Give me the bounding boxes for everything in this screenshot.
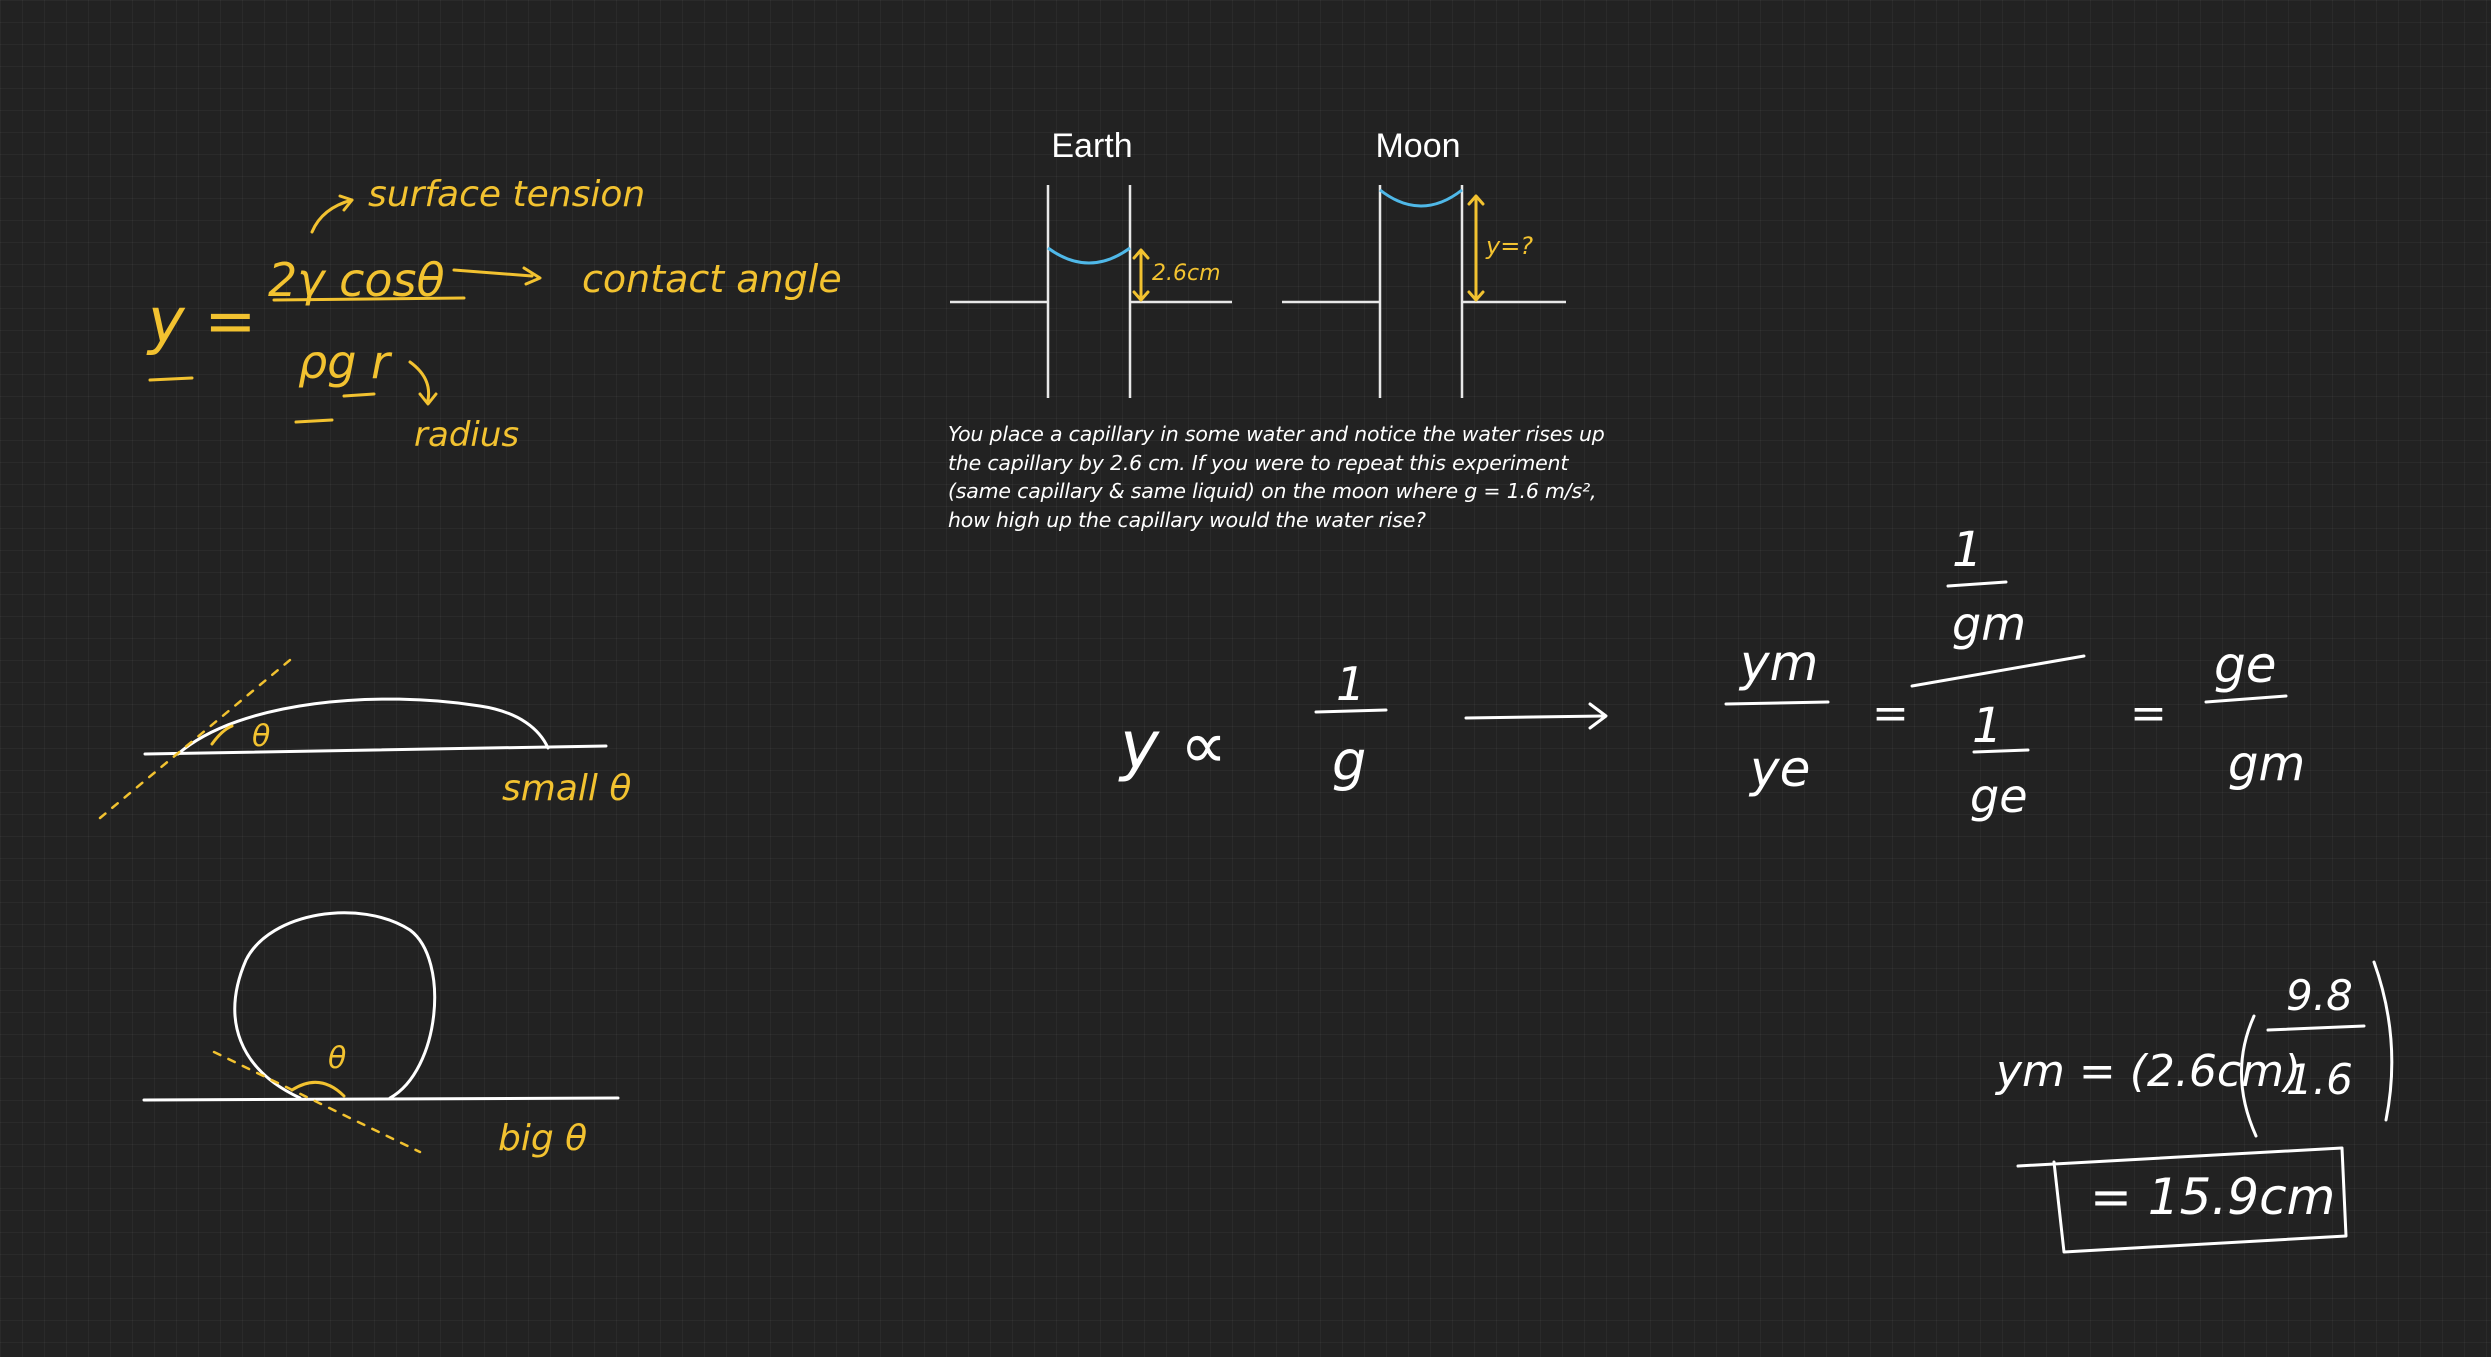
contact-angle-label: contact angle	[582, 257, 842, 301]
theta-symbol: θ	[252, 719, 271, 754]
main-fraction-bar	[1912, 656, 2084, 686]
earth-rise-label: 2.6cm	[1152, 261, 1221, 286]
ye-label: ye	[1750, 740, 1811, 798]
moon-capillary	[1282, 185, 1566, 398]
fraction-bar	[2206, 696, 2286, 702]
surface-tension-arrow	[312, 200, 352, 232]
tangent-line-dashed	[214, 1052, 420, 1152]
equals-sign-2: =	[2130, 688, 2167, 739]
ratio-work	[1726, 522, 2305, 823]
flat-droplet	[178, 699, 548, 754]
ge-numerator: ge	[2214, 636, 2277, 694]
fraction-bar	[1726, 702, 1828, 704]
big-theta-label: big θ	[498, 1118, 588, 1159]
answer-value: = 15.9cm	[2090, 1168, 2336, 1226]
right-paren	[2374, 962, 2392, 1120]
theta-symbol: θ	[328, 1041, 347, 1076]
proportionality-work	[1118, 657, 1606, 793]
formula-denominator: ρg r	[298, 335, 390, 389]
tube-walls	[1380, 185, 1462, 398]
big-angle-droplet-sketch	[144, 913, 618, 1159]
fraction-bar	[274, 298, 464, 300]
radius-label: radius	[414, 415, 520, 455]
fraction-bar	[2268, 1026, 2364, 1030]
capillary-diagram	[950, 127, 1566, 398]
final-answer-work	[1994, 962, 2392, 1252]
denominator-1-6: 1.6	[2286, 1055, 2353, 1104]
moon-meniscus	[1380, 190, 1462, 206]
denominator-one: 1	[1972, 698, 2003, 754]
formula-numerator: 2γ cosθ	[268, 253, 445, 307]
moon-label: Moon	[1375, 127, 1461, 165]
surface-line	[145, 746, 606, 754]
contact-angle-arrow	[454, 270, 532, 276]
moon-rise-label: y=?	[1486, 232, 1534, 260]
surface-line	[144, 1098, 618, 1100]
small-theta-label: small θ	[502, 768, 632, 809]
earth-capillary	[950, 185, 1232, 398]
capillary-formula-notes	[146, 174, 842, 455]
gm-label: gm	[1952, 597, 2027, 651]
fraction-bar	[1316, 710, 1386, 712]
y-underline	[150, 378, 192, 380]
implies-arrow	[1466, 716, 1604, 718]
denominator-underlines	[296, 394, 374, 422]
y-equals-label: y =	[148, 284, 257, 357]
ge-label: ge	[1970, 769, 2028, 823]
ym-label: ym	[1740, 634, 1819, 692]
surface-tension-label: surface tension	[368, 174, 646, 215]
numerator-one: 1	[1952, 522, 1983, 578]
denominator-g: g	[1332, 730, 1367, 793]
earth-meniscus	[1048, 248, 1130, 263]
earth-label: Earth	[1051, 127, 1133, 165]
tube-walls	[1048, 185, 1130, 398]
equals-sign: =	[1872, 688, 1909, 739]
problem-statement: You place a capillary in some water and notice the water rises up the capillary by 2.6 cm. If you were to repeat this experiment (same capillary & same liquid) on the moon where g = 1.6 m/s², how high up the capillary would the water rise?	[948, 422, 1605, 532]
rise-arrow	[1134, 250, 1148, 300]
rise-arrow	[1469, 196, 1483, 300]
result-lhs: ym = (2.6cm)	[1996, 1046, 2302, 1097]
small-angle-droplet-sketch	[100, 660, 631, 818]
numerator-9-8: 9.8	[2286, 971, 2353, 1020]
numerator-one: 1	[1336, 657, 1366, 711]
y-proportional: y ∝	[1120, 707, 1228, 784]
gm-denominator: gm	[2228, 736, 2306, 792]
